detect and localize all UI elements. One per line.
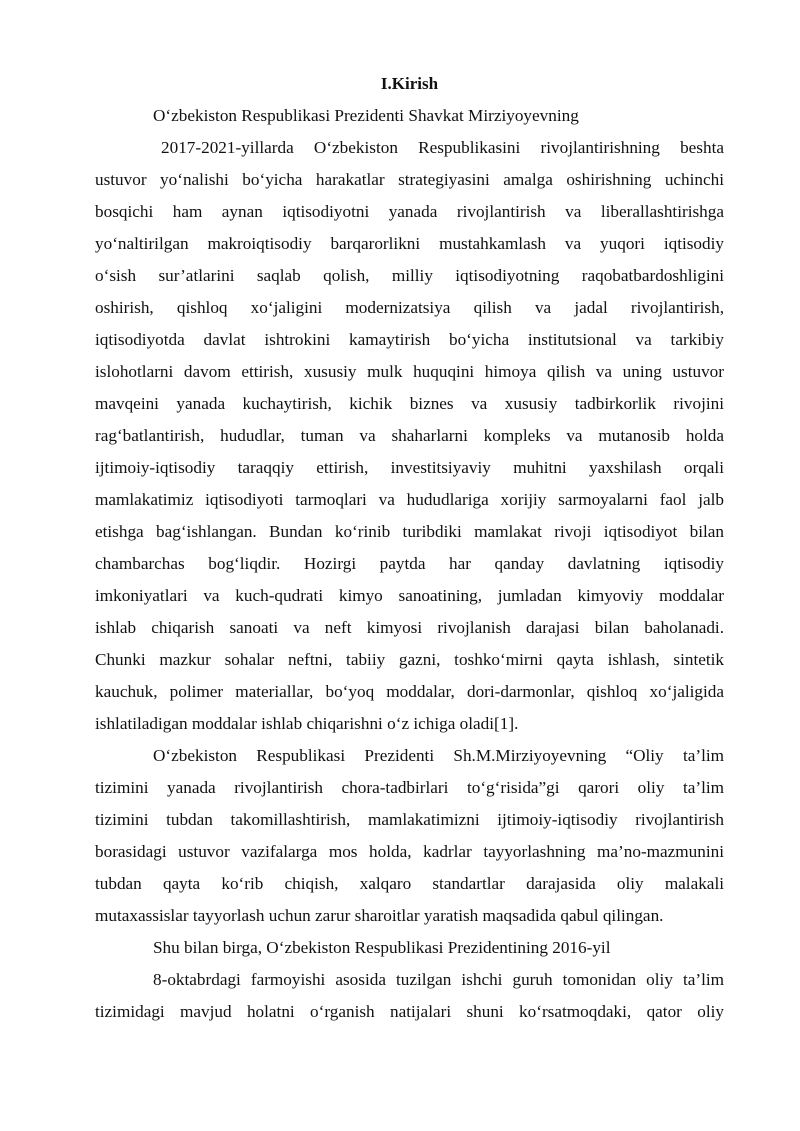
section-heading: I.Kirish [380,74,439,93]
text-line: ishlab chiqarish sanoati va neft kimyosi rivojlanish darajasi bilan baholanadi. [95,618,724,637]
text-line: 8-oktabrdagi farmoyishi asosida tuzilgan ishchi guruh tomonidan oliy ta’lim [153,970,724,989]
text-line: iqtisodiyotda davlat ishtrokini kamaytirish bo‘yicha institutsional va tarkibiy [95,330,724,349]
text-line: tizimidagi mavjud holatni o‘rganish natijalari shuni ko‘rsatmoqdaki, qator oliy [95,1002,724,1021]
text-line: mamlakatimiz iqtisodiyoti tarmoqlari va hududlariga xorijiy sarmoyalarni faol jalb [95,490,724,509]
text-line: islohotlarni davom ettirish, xususiy mulk huquqini himoya qilish va uning ustuvor [95,362,724,381]
text-line: kauchuk, polimer materiallar, bo‘yoq moddalar, dori-darmonlar, qishloq xo‘jaligida [95,682,724,701]
text-line: tizimini tubdan takomillashtirish, mamlakatimizni ijtimoiy-iqtisodiy rivojlantirish [95,810,724,829]
text-line: Shu bilan birga, O‘zbekiston Respublikasi Prezidentining 2016-yil [153,938,611,957]
text-line: Chunki mazkur sohalar neftni, tabiiy gazni, toshko‘mirni qayta ishlash, sintetik [95,650,724,669]
text-line: O‘zbekiston Respublikasi Prezidenti Sh.M.Mirziyoyevning “Oliy ta’lim [153,746,724,765]
text-line: ishlatiladigan moddalar ishlab chiqarishni o‘z ichiga oladi[1]. [95,714,519,733]
body-text [95,100,724,1028]
text-line: tizimini yanada rivojlantirish chora-tadbirlari to‘g‘risida”gi qarori oliy ta’lim [95,778,724,797]
text-line: chambarchas bog‘liqdir. Hozirgi paytda har qanday davlatning iqtisodiy [95,554,724,573]
text-line: rag‘batlantirish, hududlar, tuman va shaharlarni kompleks va mutanosib holda [95,426,724,445]
text-line: ustuvor yo‘nalishi bo‘yicha harakatlar strategiyasini amalga oshirishning uchinchi [95,170,724,189]
text-line: ijtimoiy-iqtisodiy taraqqiy ettirish, investitsiyaviy muhitni yaxshilash orqali [95,458,724,477]
text-line: borasidagi ustuvor vazifalarga mos holda, kadrlar tayyorlashning ma’no-mazmunini [95,842,724,861]
text-line: yo‘naltirilgan makroiqtisodiy barqarorlikni mustahkamlash va yuqori iqtisodiy [95,234,724,253]
text-line: 2017-2021-yillarda O‘zbekiston Respublikasini rivojlantirishning beshta [161,138,724,157]
text-line: o‘sish sur’atlarini saqlab qolish, milliy iqtisodiyotning raqobatbardoshligini [95,266,724,285]
text-line: etishga bag‘ishlangan. Bundan ko‘rinib turibdiki mamlakat rivoji iqtisodiyot bilan [95,522,724,541]
text-line: bosqichi ham aynan iqtisodiyotni yanada rivojlantirish va liberallashtirishga [95,202,724,221]
text-line: mavqeini yanada kuchaytirish, kichik biznes va xususiy tadbirkorlik rivojini [95,394,724,413]
text-line: oshirish, qishloq xo‘jaligini modernizatsiya qilish va jadal rivojlantirish, [95,298,724,317]
text-line: O‘zbekiston Respublikasi Prezidenti Shavkat Mirziyoyevning [153,106,579,125]
text-line: tubdan qayta ko‘rib chiqish, xalqaro standartlar darajasida oliy malakali [95,874,724,893]
text-line: mutaxassislar tayyorlash uchun zarur sharoitlar yaratish maqsadida qabul qilingan. [95,906,664,925]
text-line: imkoniyatlari va kuch-qudrati kimyo sanoatining, jumladan kimyoviy moddalar [95,586,724,605]
